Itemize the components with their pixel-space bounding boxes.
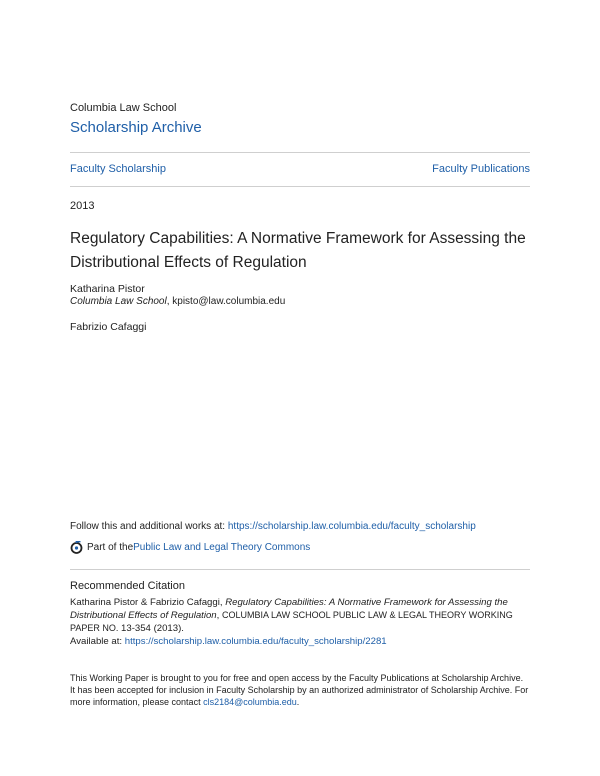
author-name: Katharina Pistor xyxy=(70,283,145,295)
commons-link[interactable]: Public Law and Legal Theory Commons xyxy=(133,542,311,553)
affiliation-text: Columbia Law School xyxy=(70,296,167,307)
available-label: Available at: xyxy=(70,636,125,647)
citation-text: Katharina Pistor & Fabrizio Cafaggi, Regulatory Capabilities: A Normative Framework for Assessing the Distributional Effects of Regulation, COLUMBIA LAW SCHOOL PUBLIC LAW & LEGAL THEORY WORKING PAPER NO. 13-354 (2013). Available at: https://scholarship.law.columbia.edu/faculty_scholarship/2281 xyxy=(70,597,513,647)
citation-series: COLUMBIA LAW SCHOOL PUBLIC LAW & LEGAL THEORY WORKING PAPER NO. xyxy=(70,610,513,633)
contact-email-link[interactable]: cls2184@columbia.edu xyxy=(203,697,297,707)
citation-divider xyxy=(70,569,530,570)
faculty-scholarship-link[interactable]: Faculty Scholarship xyxy=(70,163,166,175)
institution-name: Columbia Law School xyxy=(70,102,177,114)
recommended-citation-heading: Recommended Citation xyxy=(70,580,185,592)
author-email: , kpisto@law.columbia.edu xyxy=(166,296,286,307)
paper-title: Regulatory Capabilities: A Normative Framework for Assessing the Distributional Effects of Regulation xyxy=(70,230,526,271)
faculty-publications-link[interactable]: Faculty Publications xyxy=(432,163,530,175)
citation-title: Regulatory Capabilities: A Normative Framework for Assessing the Distributional Effects of Regulation xyxy=(70,597,508,621)
citation-url-link[interactable]: https://scholarship.law.columbia.edu/faculty_scholarship/2281 xyxy=(124,636,387,647)
faculty-scholarship-url-link[interactable]: https://scholarship.law.columbia.edu/faculty_scholarship xyxy=(227,521,476,532)
publication-year: 2013 xyxy=(70,200,95,212)
nav-divider xyxy=(70,186,530,187)
notice-end: . xyxy=(296,697,300,707)
open-access-commons-icon xyxy=(70,541,83,554)
author-name: Fabrizio Cafaggi xyxy=(70,321,147,333)
part-of-line xyxy=(70,541,310,554)
author-affiliation xyxy=(70,296,285,307)
archive-name-link[interactable]: Scholarship Archive xyxy=(70,119,202,136)
follow-text: Follow this and additional works at: xyxy=(70,521,228,532)
access-notice xyxy=(70,672,530,708)
follow-line xyxy=(70,521,476,532)
citation-number: 13-354 (2013). xyxy=(118,623,184,634)
header-divider xyxy=(70,152,530,153)
citation-authors: Katharina Pistor & Fabrizio Cafaggi, xyxy=(70,597,226,608)
part-of-text: Part of the xyxy=(87,542,134,553)
notice-text: This Working Paper is brought to you for free and open access by the Faculty Publications at Scholarship Archive. It has been accepted for inclusion in Faculty Scholarship by an authorized administrator of Scholarship Archive. For more information, please contact xyxy=(70,673,529,707)
